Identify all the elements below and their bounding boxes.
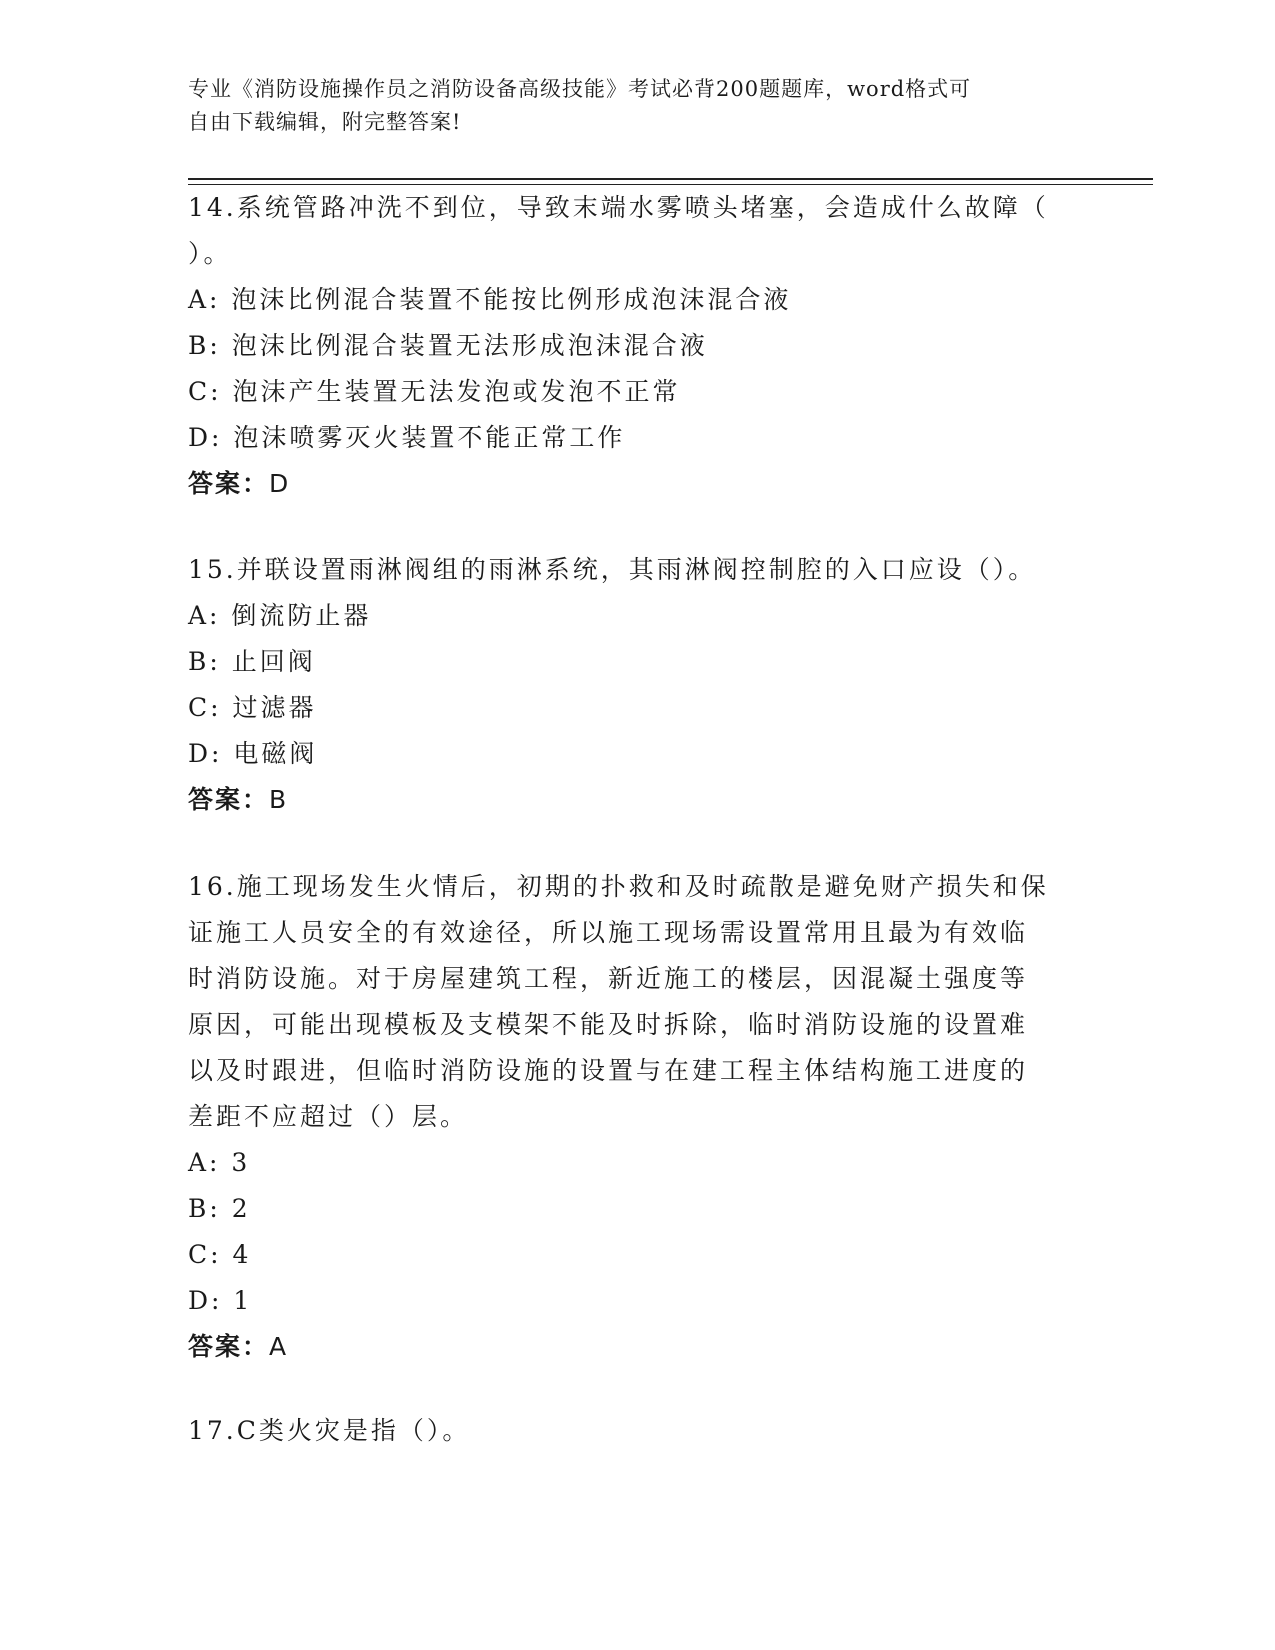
option-b: B: 止回阀	[188, 647, 316, 676]
question-17	[188, 1408, 1078, 1454]
header-divider-thick	[188, 178, 1153, 180]
option-a: A: 倒流防止器	[188, 601, 372, 630]
option-a: A: 3	[188, 1148, 251, 1177]
option-b: B: 2	[188, 1194, 251, 1223]
option-c: C: 泡沫产生装置无法发泡或发泡不正常	[188, 377, 681, 406]
option-d: D: 泡沫喷雾灭火装置不能正常工作	[188, 423, 626, 452]
answer-label: 答案：	[188, 469, 270, 498]
answer-value: B	[269, 785, 289, 814]
answer-label: 答案：	[188, 1332, 270, 1361]
answer	[188, 1324, 1078, 1370]
answer	[188, 461, 1078, 507]
header-line-2: 自由下载编辑，附完整答案!	[188, 110, 462, 134]
option-d: D: 1	[188, 1286, 253, 1315]
answer-value: D	[269, 469, 291, 498]
option-c: C: 4	[188, 1240, 252, 1269]
question-15	[188, 547, 1078, 823]
question-stem-line: 时消防设施。对于房屋建筑工程，新近施工的楼层，因混凝土强度等	[188, 964, 1029, 993]
answer-value: A	[269, 1332, 289, 1361]
option-d: D: 电磁阀	[188, 739, 318, 768]
option-c: C: 过滤器	[188, 693, 317, 722]
question-stem-line: 原因，可能出现模板及支模架不能及时拆除，临时消防设施的设置难	[188, 1010, 1029, 1039]
header-line-1: 专业《消防设施操作员之消防设备高级技能》考试必背200题题库，word格式可	[188, 77, 972, 101]
question-stem-line: 16.施工现场发生火情后，初期的扑救和及时疏散是避免财产损失和保	[188, 872, 1049, 901]
question-stem	[188, 185, 1078, 277]
question-14	[188, 185, 1078, 507]
answer-label: 答案：	[188, 785, 270, 814]
question-stem: 15.并联设置雨淋阀组的雨淋系统，其雨淋阀控制腔的入口应设（）。	[188, 555, 1037, 584]
question-stem: 17.C类火灾是指（）。	[188, 1416, 471, 1445]
question-stem-line: 以及时跟进，但临时消防设施的设置与在建工程主体结构施工进度的	[188, 1056, 1029, 1085]
question-stem-line: 差距不应超过（）层。	[188, 1102, 469, 1131]
question-16	[188, 864, 1078, 1370]
option-b: B: 泡沫比例混合装置无法形成泡沫混合液	[188, 331, 708, 360]
document-header	[188, 73, 1068, 139]
option-a: A: 泡沫比例混合装置不能按比例形成泡沫混合液	[188, 285, 792, 314]
question-stem-line: 证施工人员安全的有效途径，所以施工现场需设置常用且最为有效临	[188, 918, 1029, 947]
question-stem-line: 14.系统管路冲洗不到位，导致末端水雾喷头堵塞，会造成什么故障（	[188, 193, 1049, 222]
answer	[188, 777, 1078, 823]
question-stem-line: ）。	[188, 239, 232, 268]
question-stem	[188, 864, 1078, 1140]
